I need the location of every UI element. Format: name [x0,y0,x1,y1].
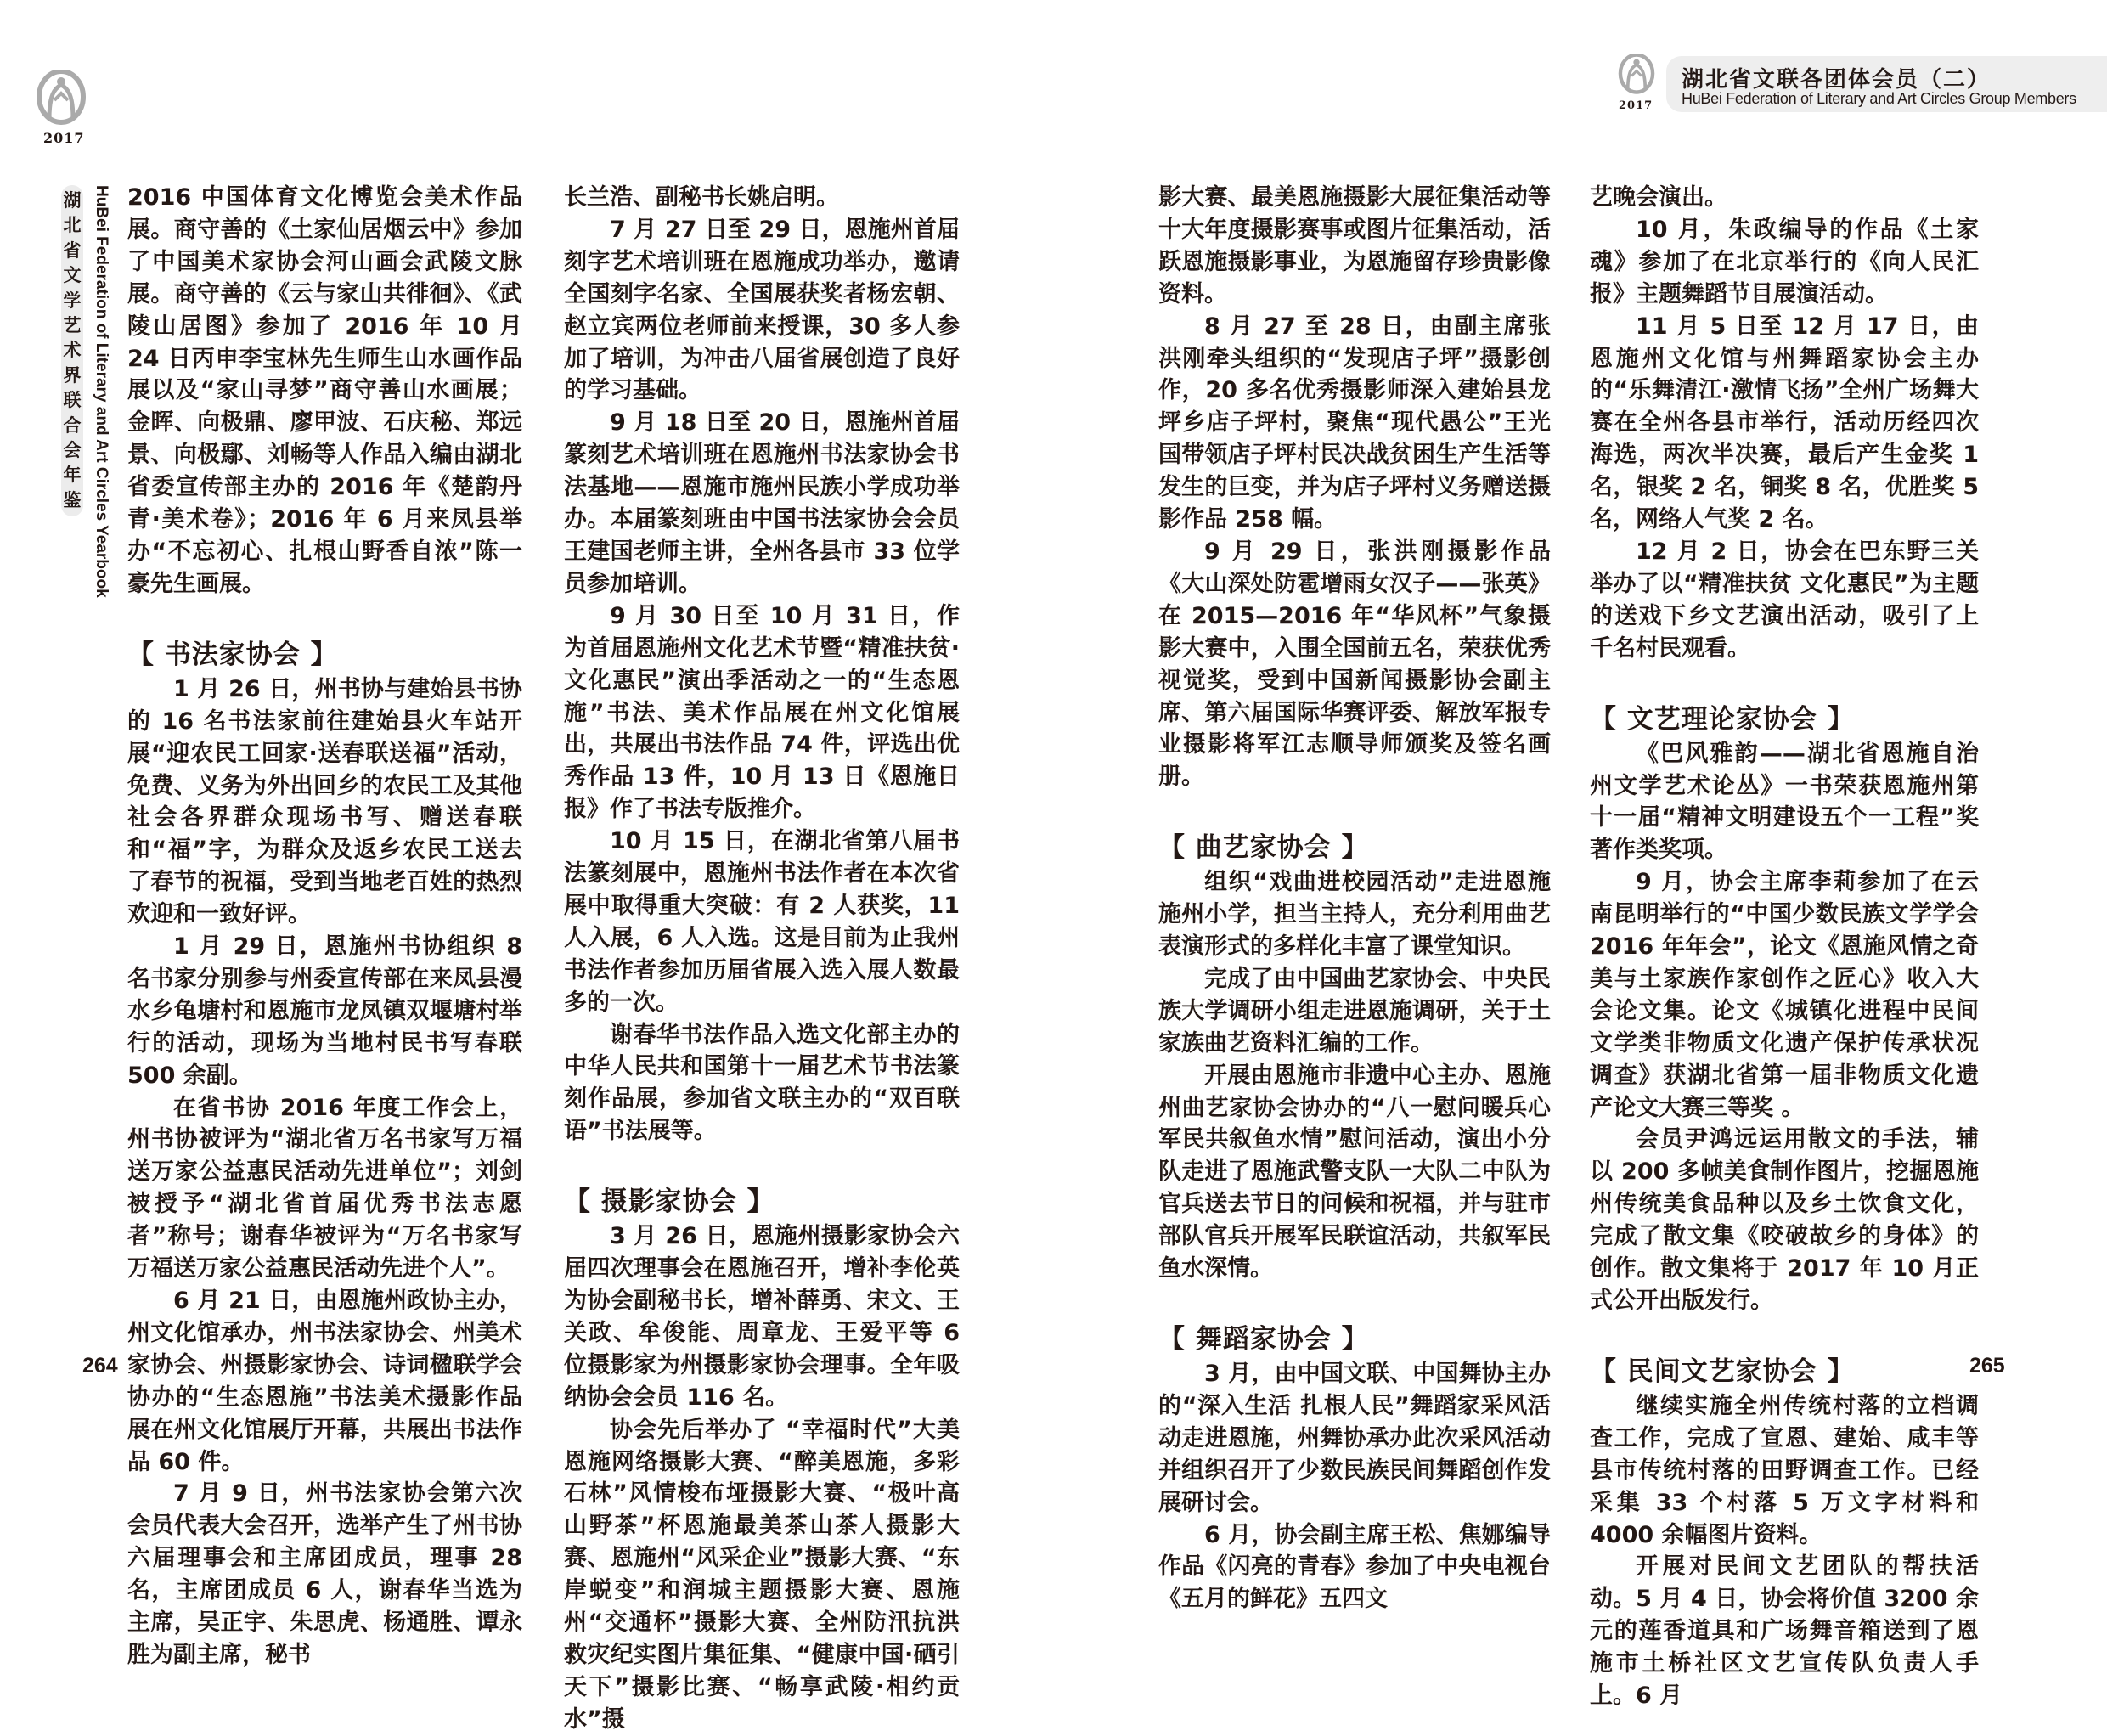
spine-char: 术 [63,340,82,361]
federation-logo-icon [36,70,87,127]
paragraph: 3 月，由中国文联、中国舞协主办的“深入生活 扎根人民”舞蹈家采风活动走进恩施，州舞协承办此次采风活动并组织召开了少数民族民间舞蹈创作发展研讨会。 [1158,1361,1551,1516]
paragraph: 9 月，协会主席李莉参加了在云南昆明举行的“中国少数民族文学学会 2016 年年会”，论文《恩施风情之奇美与土家族作家创作之匠心》收入大会论文集。论文《城镇化进程中民间文学类非物质文化遗产保护传承状况调查》获湖北省第一届非物质文化遗产论文大赛三等奖 。 [1590,869,1979,1121]
spine-char: 省 [63,240,82,261]
paragraph: 在省书协 2016 年度工作会上，州书协被评为“湖北省万名书家写万福送万家公益惠民活动先进单位”；刘剑被授予“湖北省首届优秀书法志愿者”称号；谢春华被评为“万名书家写万福送万家公益惠民活动先进个人”。 [127,1094,522,1282]
paragraph: 完成了由中国曲艺家协会、中央民族大学调研小组走进恩施调研，关于土家族曲艺资料汇编的工作。 [1158,965,1551,1057]
paragraph: 影大赛、最美恩施摄影大展征集活动等十大年度摄影赛事或图片征集活动，活跃恩施摄影事业，为恩施留存珍贵影像资料。 [1158,184,1551,307]
section-heading-quyi: 【 曲艺家协会 】 [1158,832,1369,864]
paragraph: 9 月 29 日，张洪刚摄影作品《大山深处防雹增雨女汉子——张英》在 2015—2016 年“华风杯”气象摄影大赛中，入围全国前五名，荣获优秀视觉奖，受到中国新闻摄影协会副主席、第六届国际华赛评委、解放军报专业摄影将军江志顺导师颁奖及签名画册。 [1158,538,1551,791]
spine-char: 文 [63,265,82,286]
spine-char: 鉴 [63,489,82,510]
paragraph: 1 月 29 日，恩施州书协组织 8 名书家分别参与州委宣传部在来凤县漫水乡龟塘村和恩施市龙凤镇双堰塘村举行的活动，现场为当地村民书写春联 500 余副。 [127,933,522,1089]
section-heading-calligraphy: 【 书法家协会 】 [127,639,338,670]
paragraph: 组织“戏曲进校园活动”走进恩施施州小学，担当主持人，充分利用曲艺表演形式的多样化丰富了课堂知识。 [1158,869,1551,961]
spine-title-en: HuBei Federation of Literary and Art Circles Yearbook [93,185,110,598]
paragraph: 9 月 30 日至 10 月 31 日，作为首届恩施州文化艺术节暨“精准扶贫·文化惠民”演出季活动之一的“生态恩施”书法、美术作品展在州文化馆展出，共展出书法作品 74 件，评选出优秀作品 13 件，10 月 13 日《恩施日报》作了书法专版推介。 [564,602,960,823]
federation-logo-icon [1618,54,1655,96]
spine-char: 北 [63,215,82,236]
paragraph: 7 月 9 日，州书法家协会第六次会员代表大会召开，选举产生了州书协六届理事会和主席团成员，理事 28 名，主席团成员 6 人，谢春华当选为主席，吴正宇、朱思虎、杨通胜、谭永胜为副主席，秘书 [127,1480,522,1668]
paragraph: 6 月 21 日，由恩施州政协主办，州文化馆承办，州书法家协会、州美术家协会、州摄影家协会、诗词楹联学会协办的“生态恩施”书法美术摄影作品展在州文化馆展厅开幕，共展出书法作品 60 件。 [127,1288,522,1475]
paragraph: 11 月 5 日至 12 月 17 日，由恩施州文化馆与州舞蹈家协会主办的“乐舞清江·激情飞扬”全州广场舞大赛在全州各县市举行，活动历经四次海选，两次半决赛，最后产生金奖 1 名，银奖 2 名，铜奖 8 名，优胜奖 5 名，网络人气奖 2 名。 [1590,313,1979,533]
spine-char: 会 [63,440,82,461]
section-heading-dance: 【 舞蹈家协会 】 [1158,1324,1369,1355]
spine-char: 艺 [63,315,82,336]
spine-char: 界 [63,364,82,386]
spine-char: 合 [63,414,82,436]
spine-char: 湖 [63,190,82,211]
spine-char: 年 [63,465,82,486]
spine-title-cn [61,185,83,516]
spine-char: 学 [63,290,82,311]
section-heading-literary-theory: 【 文艺理论家协会 】 [1590,703,1855,735]
header-subtitle: HuBei Federation of Literary and Art Circles Group Members [1682,90,2076,107]
paragraph: 2016 中国体育文化博览会美术作品展。商守善的《土家仙居烟云中》参加了中国美术家协会河山画会武陵文脉展。商守善的《云与家山共徘徊》、《武陵山居图》参加了 2016 年 10 月 24 日丙申李宝林先生师生山水画作品展以及“家山寻梦”商守善山水画展；金晖、向极鼎、廖甲波、石庆秘、郑远景、向极鄢、刘畅等人作品入编由湖北省委宣传部主办的 2016 年《楚韵丹青·美术卷》；2016 年 6 月来凤县举办“不忘初心、扎根山野香自浓”陈一豪先生画展。 [127,184,522,597]
paragraph: 6 月，协会副主席王松、焦娜编导作品《闪亮的青春》参加了中央电视台《五月的鲜花》五四文 [1158,1521,1551,1613]
paragraph: 协会先后举办了 “幸福时代”大美恩施网络摄影大赛、“醉美恩施，多彩石林”风情梭布垭摄影大赛、“极叶高山野茶”杯恩施最美茶山茶人摄影大赛、恩施州“风采企业”摄影大赛、“东岸蜕变”和润城主题摄影大赛、恩施州“交通杯”摄影大赛、全州防汛抗洪救灾纪实图片集征集、“健康中国·硒引天下”摄影比赛、“畅享武陵·相约贡水”摄 [564,1416,960,1733]
paragraph: 《巴风雅韵——湖北省恩施自治州文学艺术论丛》一书荣获恩施州第十一届“精神文明建设五个一工程”奖著作类奖项。 [1590,740,1979,864]
column-1 [127,182,522,1671]
paragraph: 10 月，朱政编导的作品《土家魂》参加了在北京举行的《向人民汇报》主题舞蹈节目展演活动。 [1590,216,1979,307]
paragraph: 开展对民间文艺团队的帮扶活动。5 月 4 日，协会将价值 3200 余元的莲香道具和广场舞音箱送到了恩施市土桥社区文艺宣传队负责人手上。6 月 [1590,1553,1979,1710]
header-title: 湖北省文联各团体会员（二） [1682,67,1992,93]
spine-char: 联 [63,390,82,411]
page-number-left: 264 [82,1354,118,1378]
paragraph: 继续实施全州传统村落的立档调查工作，完成了宣恩、建始、咸丰等县市传统村落的田野调查工作。已经采集 33 个村落 5 万文字材料和 4000 余幅图片资料。 [1590,1392,1979,1548]
page-number-right: 265 [1969,1354,2005,1378]
section-heading-folk-art: 【 民间文艺家协会 】 [1590,1356,1855,1387]
paragraph: 长兰浩、副秘书长姚启明。 [564,184,839,211]
logo-year: 2017 [43,130,85,146]
logo-year: 2017 [1619,99,1653,112]
section-heading-photography: 【 摄影家协会 】 [564,1186,775,1218]
column-4 [1590,182,1979,1712]
paragraph: 谢春华书法作品入选文化部主办的中华人民共和国第十一届艺术节书法篆刻作品展，参加省文联主办的“双百联语”书法展等。 [564,1021,960,1145]
paragraph: 1 月 26 日，州书协与建始县书协的 16 名书法家前往建始县火车站开展“迎农民工回家·送春联送福”活动，免费、义务为外出回乡的农民工及其他社会各界群众现场书写、赠送春联和“福”字，为群众及返乡农民工送去了春节的祝福，受到当地老百姓的热烈欢迎和一致好评。 [127,675,522,928]
paragraph: 3 月 26 日，恩施州摄影家协会六届四次理事会在恩施召开，增补李伦英为协会副秘书长，增补薛勇、宋文、王关政、牟俊能、周章龙、王爱平等 6 位摄影家为州摄影家协会理事。全年吸纳协会会员 116 名。 [564,1223,960,1411]
paragraph: 12 月 2 日，协会在巴东野三关举办了以“精准扶贫 文化惠民”为主题的送戏下乡文艺演出活动，吸引了上千名村民观看。 [1590,538,1979,662]
column-2 [564,182,960,1736]
paragraph: 7 月 27 日至 29 日，恩施州首届刻字艺术培训班在恩施成功举办，邀请全国刻字名家、全国展获奖者杨宏朝、赵立宾两位老师前来授课，30 多人参加了培训，为冲击八届省展创造了良好的学习基础。 [564,216,960,404]
paragraph: 8 月 27 至 28 日，由副主席张洪刚牵头组织的“发现店子坪”摄影创作，20 多名优秀摄影师深入建始县龙坪乡店子坪村，聚焦“现代愚公”王光国带领店子坪村民决战贫困生产生活等发生的巨变，并为店子坪村义务赠送摄影作品 258 幅。 [1158,313,1551,533]
paragraph: 开展由恩施市非遗中心主办、恩施州曲艺家协会协办的“八一慰问暖兵心 军民共叙鱼水情”慰问活动，演出小分队走进了恩施武警支队一大队二中队为官兵送去节日的问候和祝福，并与驻市部队官兵开展军民联谊活动，共叙军民鱼水深情。 [1158,1062,1551,1282]
paragraph: 艺晚会演出。 [1590,184,1727,211]
paragraph: 9 月 18 日至 20 日，恩施州首届篆刻艺术培训班在恩施州书法家协会书法基地——恩施市施州民族小学成功举办。本届篆刻班由中国书法家协会会员王建国老师主讲，全州各县市 33 位学员参加培训。 [564,409,960,597]
paragraph: 10 月 15 日，在湖北省第八届书法篆刻展中，恩施州书法作者在本次省展中取得重大突破：有 2 人获奖，11 人入展，6 人入选。这是目前为止我州书法作者参加历届省展入选入展人数最多的一次。 [564,828,960,1016]
paragraph: 会员尹鸿远运用散文的手法，辅以 200 多帧美食制作图片，挖掘恩施州传统美食品种以及乡土饮食文化，完成了散文集《咬破故乡的身体》的创作。散文集将于 2017 年 10 月正式公开出版发行。 [1590,1126,1979,1314]
column-3 [1158,182,1551,1615]
